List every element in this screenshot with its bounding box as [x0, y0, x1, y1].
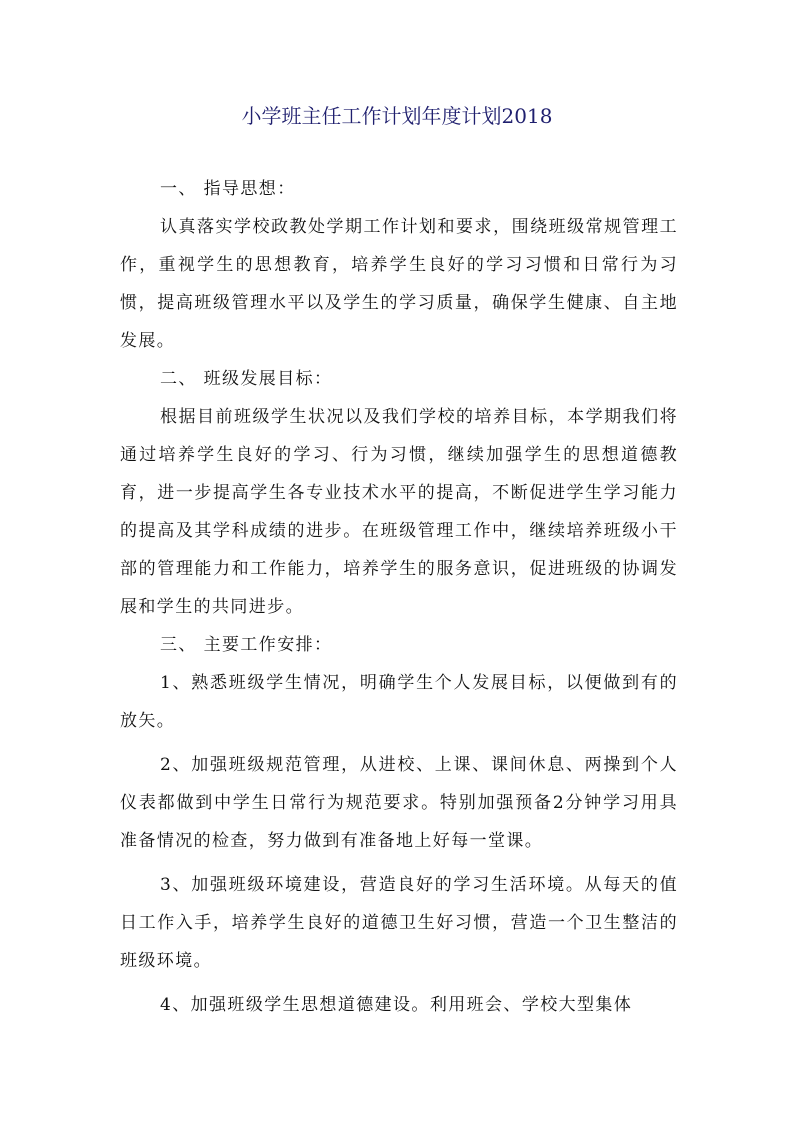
section-paragraph: 认真落实学校政教处学期工作计划和要求，围绕班级常规管理工作，重视学生的思想教育，培养学生良好的学习习惯和日常行为习惯，提高班级管理水平以及学生的学习质量，确保学生健康、自主地发展。 — [120, 217, 678, 351]
list-item: 1、熟悉班级学生情况，明确学生个人发展目标，以便做到有的放矢。 — [120, 673, 678, 731]
section-paragraph: 根据目前班级学生状况以及我们学校的培养目标，本学期我们将通过培养学生良好的学习、行为习惯，继续加强学生的思想道德教育，进一步提高学生各专业技术水平的提高，不断促进学生学习能力的提高及其学科成绩的进步。在班级管理工作中，继续培养班级小干部的管理能力和工作能力，培养学生的服务意识，促进班级的协调发展和学生的共同进步。 — [120, 407, 678, 617]
section-heading-main-work: 三、 主要工作安排： — [160, 635, 333, 655]
section-heading-class-goals: 二、 班级发展目标： — [160, 369, 333, 389]
document-body — [120, 170, 678, 1024]
list-item: 4、加强班级学生思想道德建设。利用班会、学校大型集体 — [160, 995, 633, 1015]
section-heading-guiding-ideology: 一、 指导思想： — [160, 179, 296, 199]
list-item: 2、加强班级规范管理，从进校、上课、课间休息、两操到个人仪表都做到中学生日常行为规范要求。特别加强预备2分钟学习用具准备情况的检查，努力做到有准备地上好每一堂课。 — [120, 755, 678, 851]
document-title: 小学班主任工作计划年度计划2018 — [241, 104, 553, 128]
list-item: 3、加强班级环境建设，营造良好的学习生活环境。从每天的值日工作入手，培养学生良好的道德卫生好习惯，营造一个卫生整洁的班级环境。 — [120, 875, 678, 971]
